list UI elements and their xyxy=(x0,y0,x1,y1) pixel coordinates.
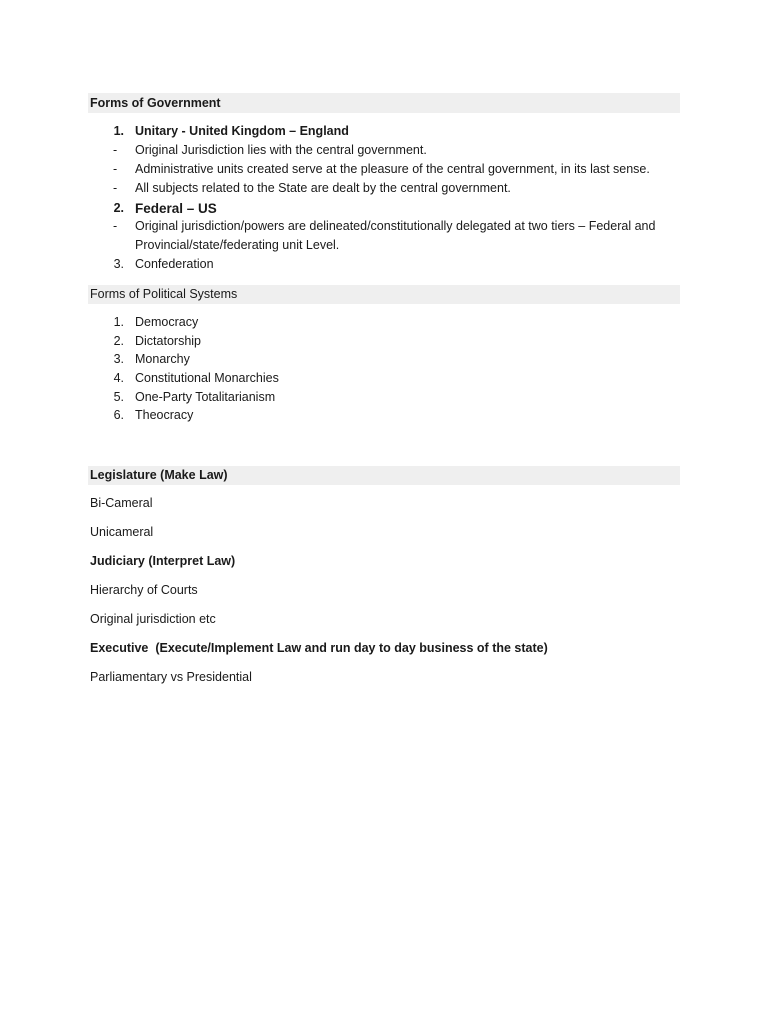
list-item-label: Confederation xyxy=(135,257,214,271)
list-number: 3. xyxy=(113,352,124,366)
legislature-heading xyxy=(88,466,680,485)
list-item xyxy=(0,313,768,332)
list-number: 2. xyxy=(113,334,124,348)
list-number: 3. xyxy=(113,257,124,271)
dash-bullet: - xyxy=(113,219,118,233)
list-item-label: Theocracy xyxy=(135,408,194,422)
list-number: 5. xyxy=(113,390,124,404)
bullet-continuation xyxy=(0,236,768,255)
bullet-text: Original jurisdiction/powers are delineated/constitutionally delegated at two tiers – Federal and xyxy=(135,219,656,233)
list-number: 1. xyxy=(113,315,124,329)
list-item-label: Monarchy xyxy=(135,352,190,366)
bicameral-text: Bi-Cameral xyxy=(90,496,153,510)
list-item-label: Dictatorship xyxy=(135,334,201,348)
list-item-label: Democracy xyxy=(135,315,199,329)
forms-of-government-heading-text: Forms of Government xyxy=(90,96,221,110)
hierarchy-of-courts-text: Hierarchy of Courts xyxy=(90,583,198,597)
bullet-item xyxy=(0,217,768,236)
list-number: 1. xyxy=(113,124,124,138)
executive-heading: Executive (Execute/Implement Law and run day to day business of the state) xyxy=(90,641,548,655)
dash-bullet: - xyxy=(113,162,118,176)
bullet-item xyxy=(0,179,768,198)
list-item xyxy=(0,406,768,425)
list-number: 2. xyxy=(113,201,124,215)
parliamentary-vs-presidential-text: Parliamentary vs Presidential xyxy=(90,670,252,684)
dash-bullet: - xyxy=(113,143,118,157)
list-item xyxy=(0,388,768,407)
bullet-text: All subjects related to the State are dealt by the central government. xyxy=(135,181,511,195)
judiciary-heading: Judiciary (Interpret Law) xyxy=(90,554,236,568)
list-item-label: Constitutional Monarchies xyxy=(135,371,279,385)
list-item-label: Unitary - United Kingdom – England xyxy=(135,124,349,138)
list-item-unitary xyxy=(0,122,768,141)
bullet-text: Administrative units created serve at the pleasure of the central government, in its last sense. xyxy=(135,162,650,176)
forms-of-government-heading xyxy=(88,93,680,113)
list-item xyxy=(0,332,768,351)
dash-bullet: - xyxy=(113,181,118,195)
unicameral-text: Unicameral xyxy=(90,525,154,539)
list-item xyxy=(0,369,768,388)
bullet-item xyxy=(0,141,768,160)
list-item xyxy=(0,350,768,369)
list-item-confederation xyxy=(0,255,768,274)
list-item-label: Federal – US xyxy=(135,201,217,216)
bullet-text: Original Jurisdiction lies with the central government. xyxy=(135,143,427,157)
bullet-item xyxy=(0,160,768,179)
forms-of-political-systems-heading-text: Forms of Political Systems xyxy=(90,287,238,301)
forms-of-political-systems-heading xyxy=(88,285,680,304)
list-item-federal xyxy=(0,199,768,218)
legislature-heading-text: Legislature (Make Law) xyxy=(90,468,228,482)
list-number: 6. xyxy=(113,408,124,422)
original-jurisdiction-text: Original jurisdiction etc xyxy=(90,612,216,626)
bullet-text: Provincial/state/federating unit Level. xyxy=(135,238,340,252)
list-item-label: One-Party Totalitarianism xyxy=(135,390,276,404)
list-number: 4. xyxy=(113,371,124,385)
